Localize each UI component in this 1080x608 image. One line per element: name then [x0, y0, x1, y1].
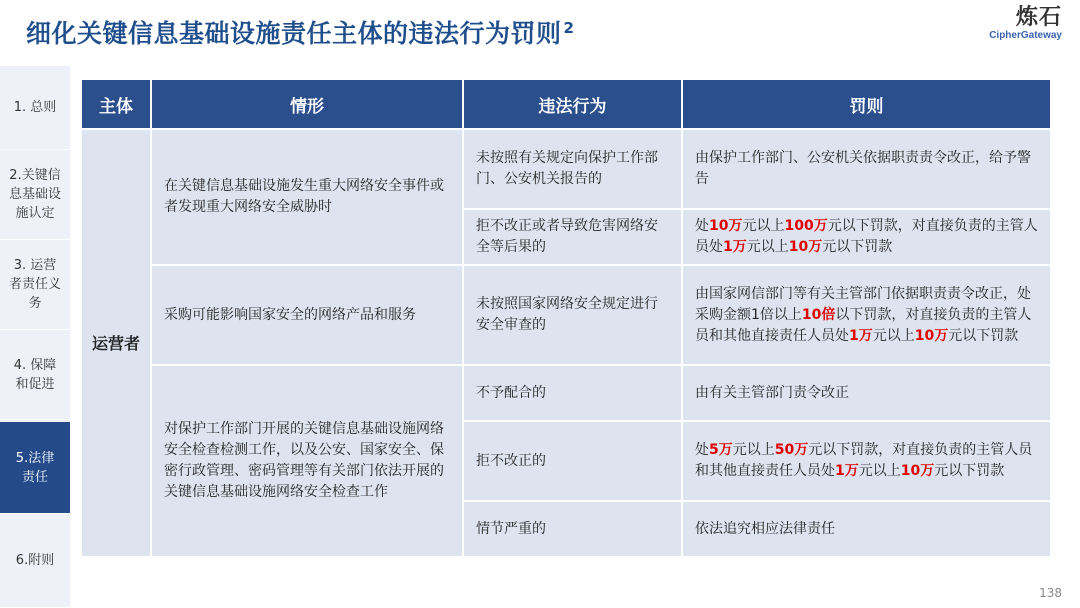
penalty-amount-highlight: 1万: [723, 239, 747, 255]
logo-chinese: 炼石: [1015, 5, 1062, 30]
penalty-amount-highlight: 10万: [914, 327, 949, 344]
penalty-amount-highlight: 1万: [849, 327, 873, 344]
penalty-text: 处: [695, 218, 709, 234]
violation-cell: 拒不改正或者导致危害网络安全等后果的: [463, 209, 682, 265]
header-subject: 主体: [81, 79, 151, 129]
violation-cell: 未按照国家网络安全规定进行安全审查的: [463, 265, 682, 365]
penalty-amount-highlight: 50万: [774, 442, 809, 458]
sidebar-item-label: 6.附则: [15, 553, 55, 568]
penalty-cell: [682, 501, 1051, 557]
sidebar-item-label: 5.法律责任: [15, 450, 55, 485]
violation-cell: 情节严重的: [463, 501, 682, 557]
penalty-text: 由国家网信部门等有关主管部门依据职责责令改正，处采购金额1倍以上: [695, 285, 1031, 323]
table-row: [81, 265, 1051, 365]
penalty-amount-highlight: 100万: [784, 218, 828, 234]
penalty-text: 处: [695, 442, 709, 458]
header-violation: 违法行为: [463, 79, 682, 129]
page-title: [26, 14, 574, 50]
penalty-text: 元以下罚款: [822, 239, 893, 255]
situation-cell: 对保护工作部门开展的关键信息基础设施网络安全检查检测工作，以及公安、国家安全、保密行政管理、密码管理等有关部门依法开展的关键信息基础设施网络安全检查工作: [151, 365, 463, 557]
penalty-text: 元以上: [742, 218, 785, 234]
table-row: [81, 129, 1051, 209]
penalty-amount-highlight: 1万: [835, 463, 859, 479]
penalty-text: 元以上: [746, 239, 789, 255]
header-penalty: 罚则: [682, 79, 1051, 129]
penalty-cell: [682, 129, 1051, 209]
sidebar-item-label: 4. 保障和促进: [13, 357, 57, 392]
sidebar-item-general[interactable]: [0, 66, 70, 150]
penalty-amount-highlight: 10万: [709, 218, 743, 234]
penalty-amount-highlight: 10倍: [801, 306, 836, 323]
penalty-cell: [682, 209, 1051, 265]
penalty-amount-highlight: 10万: [788, 239, 823, 255]
penalty-table-container: [80, 78, 1050, 558]
penalty-text: 元以上: [872, 327, 915, 344]
sidebar-nav: [0, 66, 70, 608]
logo-english: CipherGateway: [989, 30, 1062, 41]
penalty-amount-highlight: 5万: [709, 442, 733, 458]
sidebar-item-safeguards[interactable]: [0, 330, 70, 420]
sidebar-item-supplementary[interactable]: [0, 514, 70, 608]
penalty-text: 元以上: [732, 442, 775, 458]
table-row: [81, 365, 1051, 421]
penalty-text: 元以上: [858, 463, 901, 479]
table-header-row: [81, 79, 1051, 129]
violation-cell: 不予配合的: [463, 365, 682, 421]
penalty-cell: [682, 265, 1051, 365]
situation-cell: 采购可能影响国家安全的网络产品和服务: [151, 265, 463, 365]
penalty-cell: [682, 365, 1051, 421]
sidebar-item-label: 2.关键信息基础设施认定: [8, 168, 61, 221]
penalty-cell: [682, 421, 1051, 501]
penalty-text: 元以下罚款: [934, 463, 1005, 479]
sidebar-item-legal-liability[interactable]: [0, 422, 70, 514]
page-title-text: 细化关键信息基础设施责任主体的违法行为罚则: [26, 19, 562, 48]
violation-cell: 未按照有关规定向保护工作部门、公安机关报告的: [463, 129, 682, 209]
penalty-table: [80, 78, 1052, 558]
penalty-text: 元以下罚款，对直接负责的主管人员和其他直接责任人员处: [695, 442, 1033, 479]
brand-logo: [989, 6, 1062, 42]
situation-cell: 在关键信息基础设施发生重大网络安全事件或者发现重大网络安全威胁时: [151, 129, 463, 265]
violation-cell: 拒不改正的: [463, 421, 682, 501]
sidebar-item-cii-identification[interactable]: [0, 150, 70, 240]
penalty-text: 以下罚款，对直接负责的主管人员和其他直接责任人员处: [695, 306, 1032, 344]
penalty-text: 由有关主管部门责令改正: [695, 384, 849, 401]
penalty-text: 元以下罚款，对直接负责的主管人员处: [695, 218, 1038, 255]
sidebar-item-label: 1. 总则: [13, 100, 57, 115]
title-footnote: 2: [563, 19, 575, 37]
penalty-amount-highlight: 10万: [900, 463, 935, 479]
header-situation: 情形: [151, 79, 463, 129]
penalty-text: 元以下罚款: [948, 327, 1019, 344]
subject-cell: 运营者: [81, 129, 151, 557]
page-number: 138: [1039, 586, 1062, 600]
penalty-text: 由保护工作部门、公安机关依据职责责令改正，给予警告: [695, 150, 1031, 187]
sidebar-item-operator-duties[interactable]: [0, 240, 70, 330]
penalty-text: 依法追究相应法律责任: [695, 520, 835, 537]
sidebar-item-label: 3. 运营者责任义务: [8, 258, 61, 311]
